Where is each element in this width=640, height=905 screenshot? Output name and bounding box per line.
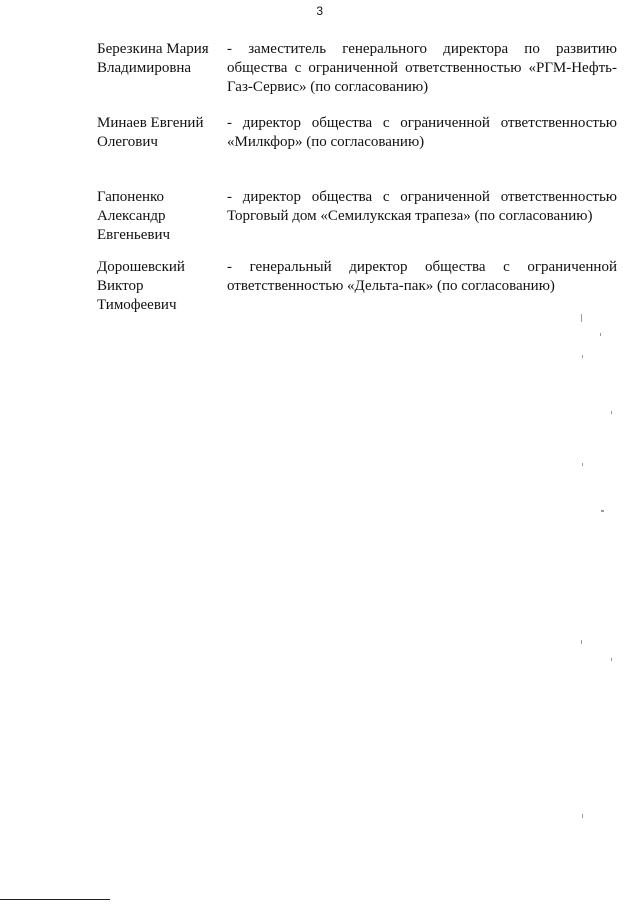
page-number: 3 [316, 4, 324, 18]
scan-speck [581, 314, 582, 322]
person-position: - директор общества с ограниченной ответственностью «Милкфор» (по согласованию) [227, 115, 617, 150]
person-name-line: Александр [97, 208, 166, 224]
person-name [97, 114, 227, 152]
person-position: - директор общества с ограниченной ответственностью Торговый дом «Семилукская трапеза» (по согласованию) [227, 189, 617, 224]
person-name-line: Олегович [97, 134, 158, 150]
person-name-line: Дорошевский [97, 259, 185, 275]
scan-speck [582, 814, 583, 818]
scan-speck [582, 355, 583, 358]
person-position: - заместитель генерального директора по развитию общества с ограниченной ответственностью «РГМ-Нефть-Газ-Сервис» (по согласованию) [227, 41, 617, 95]
roster-row [97, 188, 617, 245]
scan-speck [582, 463, 583, 466]
person-position: - генеральный директор общества с ограниченной ответственностью «Дельта-пак» (по согласованию) [227, 259, 617, 294]
person-name-line: Евгеньевич [97, 227, 171, 243]
member-roster [97, 40, 617, 315]
roster-row [97, 258, 617, 315]
scan-speck [601, 510, 604, 512]
person-name-line: Гапоненко [97, 189, 165, 205]
person-name-line: Тимофеевич [97, 297, 177, 313]
scan-speck [581, 640, 582, 644]
roster-row [97, 114, 617, 152]
scan-speck [600, 333, 601, 336]
footnote-rule [0, 899, 110, 900]
roster-row [97, 40, 617, 97]
person-name-line: Виктор [97, 278, 144, 294]
person-name-line: Владимировна [97, 60, 192, 76]
scan-speck [611, 411, 612, 414]
person-name [97, 40, 227, 78]
person-name-line: Березкина Мария [97, 41, 209, 57]
person-name [97, 188, 227, 245]
scan-speck [611, 658, 612, 661]
person-name-line: Минаев Евгений [97, 115, 204, 131]
person-name [97, 258, 227, 315]
